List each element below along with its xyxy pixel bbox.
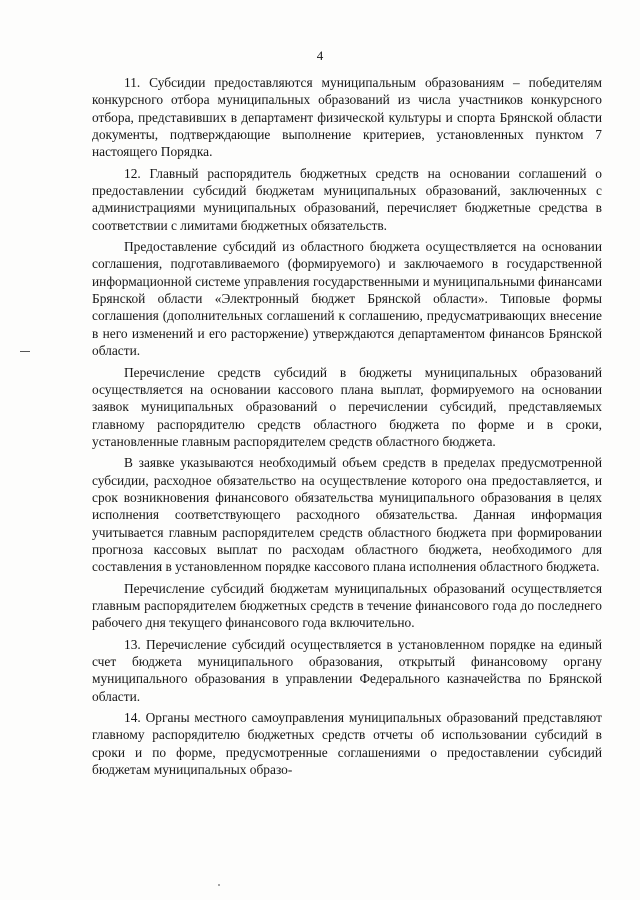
paragraph-transfer-timing: Перечисление субсидий бюджетам муниципальных образований осуществляется главным распорядителем бюджетных средств в течение финансового года до последнего рабочего дня текущего финансового года включительно. bbox=[92, 580, 602, 631]
paragraph-agreement: Предоставление субсидий из областного бюджета осуществляется на основании соглашения, подготавливаемого (формируемого) и заключаемого в государственной информационной системе управления государственными и муниципальными финансами Брянской области «Электронный бюджет Брянской области». Типовые формы соглашения (дополнительных соглашений к соглашению, предусматривающих внесение в него изменений и его расторжение) утверждаются департаментом финансов Брянской области. bbox=[92, 239, 602, 359]
paragraph-13: 13. Перечисление субсидий осуществляется в установленном порядке на единый счет бюджета муниципального образования, открытый финансовому органу муниципального образования в управлении Федерального казначейства по Брянской области. bbox=[92, 636, 602, 704]
scan-artifact-dot bbox=[218, 884, 220, 886]
paragraph-11: 11. Субсидии предоставляются муниципальным образованиям – победителям конкурсного отбора муниципальных образований из числа участников конкурсного отбора, представивших в департамент физической культуры и спорта Брянской области документы, подтверждающие выполнение критериев, установленных пунктом 7 настоящего Порядка. bbox=[92, 75, 602, 160]
document-body bbox=[92, 74, 602, 782]
paragraph-transfer-basis: Перечисление средств субсидий в бюджеты муниципальных образований осуществляется на основании кассового плана выплат, формируемого на основании заявок муниципальных образований о перечислении субсидий, представляемых главному распорядителю средств областного бюджета по форме и в сроки, установленные главным распорядителем средств областного бюджета. bbox=[92, 364, 602, 449]
paragraph-12: 12. Главный распорядитель бюджетных средств на основании соглашений о предоставлении субсидий бюджетам муниципальных образований, заключенных с администрациями муниципальных образований, перечисляет бюджетные средства в соответствии с лимитами бюджетных обязательств. bbox=[92, 165, 602, 233]
scan-artifact-mark bbox=[20, 351, 30, 352]
paragraph-application: В заявке указываются необходимый объем средств в пределах предусмотренной субсидии, расходное обязательство на осуществление которого она предоставляется, и срок возникновения финансового обязательства муниципального образования в целях исполнения соответствующего расходного обязательства. Данная информация учитывается главным распорядителем средств областного бюджета при формировании прогноза кассовых выплат по расходам областного бюджета, необходимого для составления в установленном порядке кассового плана исполнения областного бюджета. bbox=[92, 455, 602, 575]
page-number: 4 bbox=[316, 48, 324, 63]
paragraph-14: 14. Органы местного самоуправления муниципальных образований представляют главному распорядителю бюджетных средств отчеты об использовании субсидий в сроки и по форме, предусмотренные соглашениями о предоставлении субсидий бюджетам муниципальных образо- bbox=[92, 710, 602, 778]
